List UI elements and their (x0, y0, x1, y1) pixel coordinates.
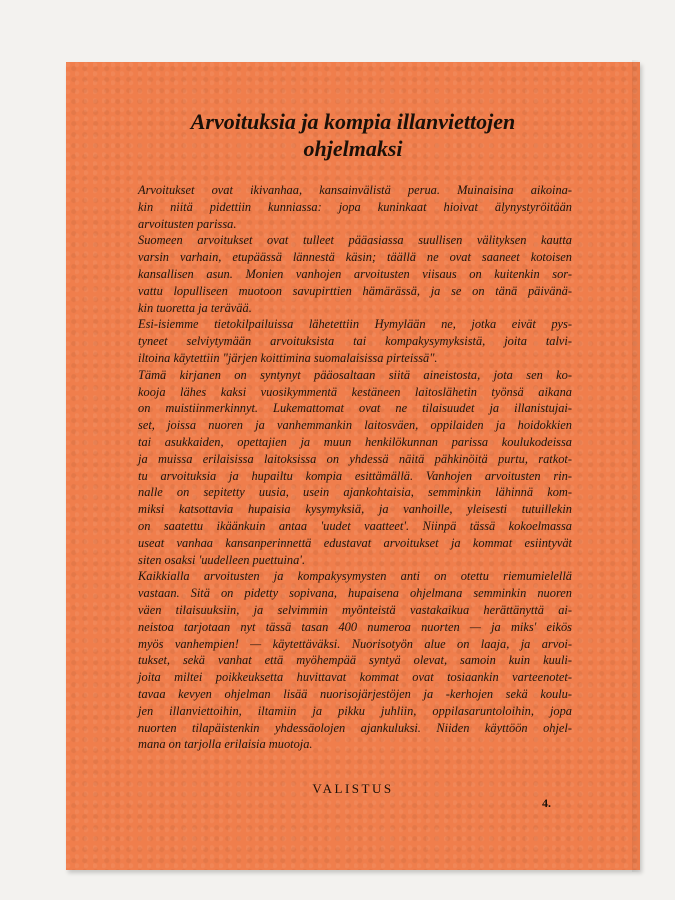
text-line: kin niitä pidettiin kunniassa: jopa kuninkaat hioivat älynystyröitään (138, 199, 572, 214)
text-line: Kaikkialla arvoitusten ja kompakysymysten anti on otettu riemumielellä (138, 569, 572, 584)
title-line-1: Arvoituksia ja kompia illanviettojen (190, 109, 516, 134)
text-line: joita miltei poikkeuksetta huvittavat kommat ovat tosiaankin varteenotet- (138, 670, 572, 685)
text-line: kin tuoretta ja terävää. (138, 300, 252, 315)
text-line: tukset, sekä vanhat että myöhempää syntyä olevat, samoin kuin kuuli- (138, 653, 572, 668)
title-line-2: ohjelmaksi (303, 136, 403, 161)
paragraph (138, 367, 572, 569)
text-line: mana on tarjolla erilaisia muotoja. (138, 737, 313, 752)
text-line: set, joissa nuoren ja vanhemmankin laitosväen, oppilaiden ja hoidokkien (138, 418, 572, 433)
text-line: tu arvoituksia ja hupailtu kompia esittämällä. Vanhojen arvoitusten rin- (138, 468, 572, 483)
text-line: nalle on sepitetty uusia, usein ajankohtaisia, semminkin lähinnä kom- (138, 485, 572, 500)
text-line: kansallisen asun. Monien vanhojen arvoitusten viisaus on kuitenkin sor- (138, 266, 572, 281)
text-line: tai asukkaiden, opettajien ja muun henkilökunnan parissa koulukodeissa (138, 434, 572, 449)
text-line: on muistiinmerkinnyt. Lukemattomat ovat ne tilaisuudet ja illanistujai- (138, 401, 572, 416)
paragraph (138, 568, 572, 753)
text-line: on saatettu ikäänkuin antaa 'uudet vaatteet'. Niinpä tässä kokoelmassa (138, 518, 572, 533)
text-line: miksi katsottavia hupaisia kysymyksiä, ja vanhoille, yleisesti tutuillekin (138, 502, 572, 517)
publisher-name: VALISTUS (312, 781, 394, 796)
text-line: nuorten tilapäistenkin yhdessäolojen ajankuluksi. Niiden käyttöön ohjel- (138, 720, 572, 735)
text-line: siten osaksi 'uudelleen puettuina'. (138, 552, 306, 567)
paragraph (138, 232, 572, 316)
text-line: väen tilaisuuksiin, ja selvimmin myönteistä vastakaikua herättänyttä ai- (138, 602, 572, 617)
text-line: kooja lähes kaksi vuosikymmentä kestäneen laitoslähetin työnsä aikana (138, 384, 572, 399)
text-line: useat vanhaa kansanperinnettä edustavat arvoitukset ja kommat esiintyvät (138, 535, 572, 550)
text-line: tavaa kevyen ohjelman lisää nuorisojärjestöjen ja -kerhojen sekä koulu- (138, 686, 572, 701)
text-line: tyneet selviytymään arvoituksista tai kompakysymyksistä, joita talvi- (138, 334, 572, 349)
cover-title (66, 108, 640, 162)
text-line: Esi-isiemme tietokilpailuissa lähetettiin Hymylään ne, jotka eivät pys- (138, 317, 572, 332)
paragraph (138, 182, 572, 232)
text-line: neistoa tarjotaan nyt tässä tasan 400 numeroa nuorten — ja miks' eikös (138, 619, 572, 634)
text-line: ja muissa erilaisissa laitoksissa on yhdessä näitä pähkinöitä purtu, ratkot- (138, 451, 572, 466)
text-line: arvoitusten parissa. (138, 216, 237, 231)
text-line: vattu lopulliseen muotoon savupirttien hämärässä, ja se on tänä päivänä- (138, 283, 572, 298)
text-line: Tämä kirjanen on syntynyt pääosaltaan siitä aineistosta, jota sen ko- (138, 367, 572, 382)
text-line: iltoina käytettiin "järjen koittimina suomalaisissa pirteissä". (138, 350, 438, 365)
text-line: Suomeen arvoitukset ovat tulleet pääasiassa suullisen välityksen kautta (138, 233, 572, 248)
text-line: myös vanhempien! — käytettäväksi. Nuorisotyön alue on laaja, ja arvoi- (138, 636, 572, 651)
text-line: vastaan. Sitä on pidetty sopivana, hupaisena ohjelmana semminkin nuoren (138, 586, 572, 601)
series-number: 4. (542, 796, 551, 810)
paragraph (138, 316, 572, 366)
blurb-text (138, 182, 572, 753)
cover-edge-shadow (632, 60, 642, 872)
text-line: varsin varhain, etupäässä lännestä käsin; täällä ne ovat saaneet kotoisen (138, 250, 572, 265)
text-line: jen illanviettoihin, iltamiin ja pikku juhliin, oppilasaruntoloihin, jopa (138, 703, 572, 718)
text-line: Arvoitukset ovat ikivanhaa, kansainvälistä perua. Muinaisina aikoina- (138, 183, 572, 197)
